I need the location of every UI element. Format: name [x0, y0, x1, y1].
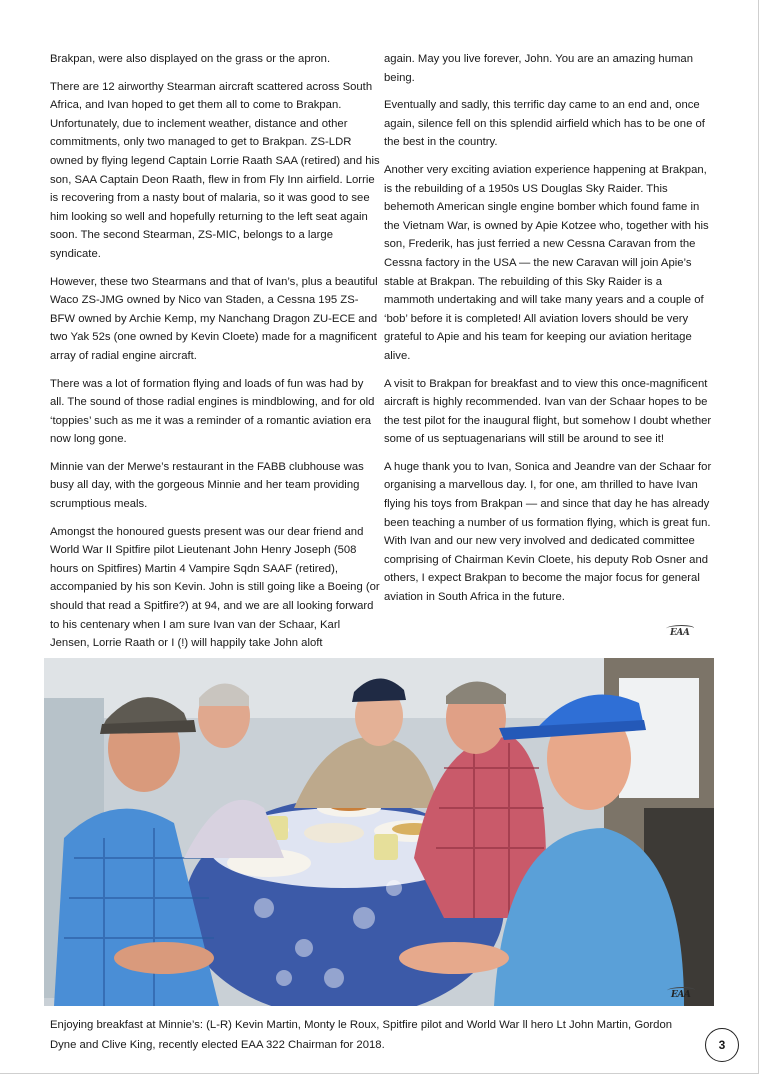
paragraph: However, these two Stearmans and that of Ivan’s, plus a beautiful Waco ZS-JMG owned by Nico van Staden, a Cessna 195 ZS-BFW owned by Archie Kemp, my Nanchang Dragon ZU-ECE and two Yak 52s (one owned by Kevin Cloete) made for a magnificent array of radial engine aircraft. [50, 275, 378, 362]
photo-caption: Enjoying breakfast at Minnie’s: (L-R) Kevin Martin, Monty le Roux, Spitfire pilot and World War ll hero Lt John Martin, Gordon Dyne and Clive King, recently elected EAA 322 Chairman for 2018. [50, 1019, 673, 1051]
eaa-photo-logo [671, 990, 690, 1000]
paragraph: A huge thank you to Ivan, Sonica and Jeandre van der Schaar for organising a marvellous day. I, for one, am thrilled to have Ivan flying his toys from Brakpan — and since that day he has already been teaching a number of us formation flying, which is great fun. With Ivan and our new very involved and dedicated committee comprising of Chairman Kevin Cloete, his deputy Rob Osner and others, I expect Brakpan to become the major focus for general aviation in South Africa in the future. [384, 460, 712, 604]
paragraph: Another very exciting aviation experience happening at Brakpan, is the rebuilding of a 1950s US Douglas Sky Raider. This behemoth American single engine bomber which found fame in the Vietnam War, is owned by Apie Kotzee who, together with his son, Frederik, has just ferried a new Cessna Caravan from the Cessna factory in the USA — the new Caravan will join Apie’s stable at Brakpan. The rebuilding of this Sky Raider is a mammoth undertaking and will take many years and a couple of ‘bob’ before it is completed! All aviation lovers should be very grateful to Apie and his team for keeping our aviation heritage alive. [384, 163, 709, 362]
article-right-column [384, 50, 714, 616]
eaa-wing-icon [665, 987, 696, 994]
paragraph: There are 12 airworthy Stearman aircraft scattered across South Africa, and Ivan hoped to get them all to come to Brakpan. Unfortunately, due to inclement weather, distance and other commitments, only two managed to get to Brakpan. ZS-LDR owned by flying legend Captain Lorrie Raath SAA (retired) and his son, SAA Captain Deon Raath, flew in from Fly Inn airfield. Lorrie is recovering from a nasty bout of malaria, so it was good to see him looking so well and hopefully returning to the left seat again soon. The second Stearman, ZS-MIC, belongs to a large syndicate. [50, 80, 380, 260]
breakfast-photo-illustration [44, 658, 714, 1006]
eaa-logo-text: EAA [670, 628, 690, 638]
page-number: 3 [705, 1028, 739, 1062]
breakfast-photo [44, 658, 714, 1006]
paragraph: Minnie van der Merwe’s restaurant in the FABB clubhouse was busy all day, with the gorgeous Minnie and her team providing scrumptious meals. [50, 460, 364, 511]
paragraph: Eventually and sadly, this terrific day came to an end and, once again, silence fell on this splendid airfield which has to be one of the best in the country. [384, 99, 705, 149]
paragraph: Amongst the honoured guests present was our dear friend and World War II Spitfire pilot Lieutenant John Henry Joseph (508 hours on Spitfires) Martin 4 Vampire Sqdn SAAF (retired), accompanied by his son Kevin. John is still going like a Boeing (or should that read a Spitfire?) at 94, and we are all looking forward to his centenary when I am sure Ivan van der Schaar, Karl Jensen, Lorrie Raath or I (!) will happily take John aloft [50, 525, 380, 650]
eaa-wing-icon [664, 625, 695, 632]
paragraph: again. May you live forever, John. You are an amazing human being. [384, 53, 693, 84]
paragraph: A visit to Brakpan for breakfast and to view this once-magnificent aircraft is highly recommended. Ivan van der Schaar hopes to be the test pilot for the inaugural flight, but somehow I doubt whether some of us septuagenarians will still be around to see it! [384, 377, 712, 446]
paragraph: There was a lot of formation flying and loads of fun was had by all. The sound of those radial engines is mindblowing, and for old ‘toppies’ such as me it was a reminder of a romantic aviation era now long gone. [50, 377, 375, 446]
article-left-column [50, 50, 380, 662]
eaa-photo-logo-text: EAA [671, 990, 691, 1000]
eaa-logo [670, 628, 689, 638]
paragraph: Brakpan, were also displayed on the grass or the apron. [50, 53, 331, 65]
